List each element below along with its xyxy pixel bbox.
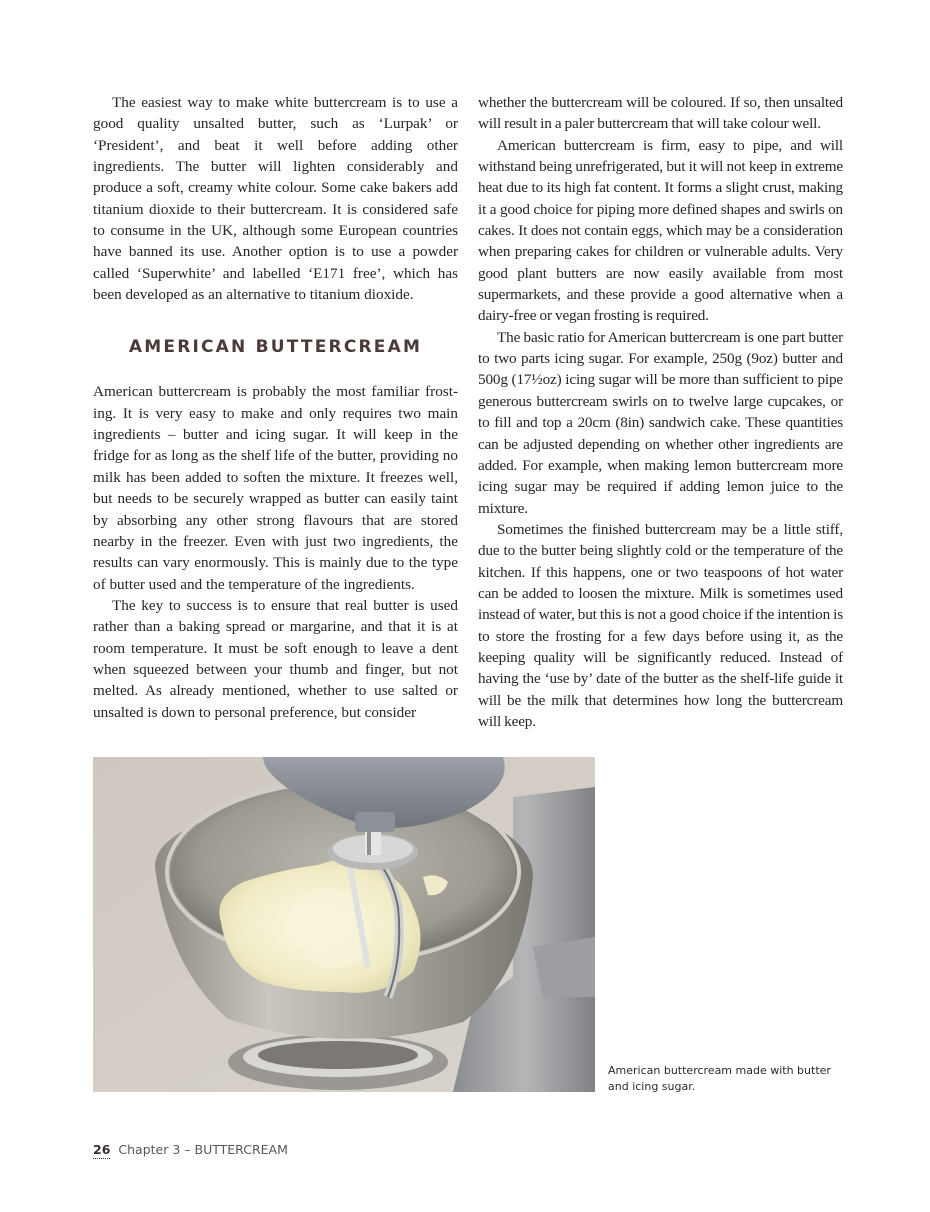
page-number: 26 xyxy=(93,1142,111,1157)
figure-caption: American buttercream made with butter and icing sugar. xyxy=(608,1064,831,1093)
intro-paragraph: The easiest way to make white buttercream is to use a good quality unsalted butter, such as ‘Lurpak’ or ‘President’, and beat it well before adding other ingredients. The butter will lighten considerably and produce a soft, creamy white colour. Some cake bakers add titanium dioxide to their buttercream. It is considered safe to consume in the UK, although some European countries have banned its use. Another option is to use a powder called ‘Superwhite’ and labelled ‘E171 free’, which has been developed as an alternative to titanium dioxide. xyxy=(93,94,458,304)
mixer-bowl-illustration xyxy=(93,757,595,1092)
right-column xyxy=(478,92,843,732)
body-paragraph: The basic ratio for American buttercream is one part butter to two parts icing sugar. For example, 250g (9oz) butter and 500g (17½oz) icing sugar will be more than sufficient to pipe generous buttercream swirls on to twelve large cupcakes, or to fill and top a 20cm (8in) sandwich cake. These quantities can be adjusted depending on whether other ingredients are added. For example, when making lemon buttercream more icing sugar may be required if adding lemon juice to the mixture. xyxy=(478,328,843,517)
continuation-paragraph: whether the buttercream will be coloured. If so, then unsalted will result in a paler buttercream that will take colour well. xyxy=(478,94,843,133)
body-paragraph: Sometimes the finished buttercream may be a little stiff, due to the butter being slightly cold or the temperature of the kitchen. If this happens, one or two teaspoons of hot water can be added to loosen the mixture. Milk is sometimes used instead of water, but this is not a good choice if the intention is to store the frosting for a few days before using it, as the keeping quality will be significantly reduced. Instead of having the ‘use by’ date of the butter as the shelf-life guide it will be the milk that determines how long the buttercream will keep. xyxy=(478,520,843,730)
page-footer xyxy=(93,1142,288,1157)
buttercream-photo xyxy=(93,757,595,1092)
body-paragraph: American buttercream is probably the most familiar frosting. It is very easy to make and only requires two main ingredients – butter and icing sugar. It will keep in the fridge for as long as the shelf life of the butter, providing no milk has been added to soften the mixture. It freezes well, but needs to be securely wrapped as butter can easily taint by absorbing any other strong flavours that are stored nearby in the freezer. Even with just two ingredients, the results can vary enormously. This is mainly due to the type of butter used and the temperature of the ingredients. xyxy=(93,383,458,593)
left-column xyxy=(93,92,458,723)
section-heading: AMERICAN BUTTERCREAM xyxy=(128,337,423,358)
running-head: Chapter 3 – BUTTERCREAM xyxy=(118,1142,288,1157)
body-paragraph: American buttercream is firm, easy to pipe, and will withstand being unrefrigerated, but it will not keep in extreme heat due to its high fat content. It forms a slight crust, making it a good choice for piping more defined shapes and swirls on cakes. It does not contain eggs, which may be a consideration when preparing cakes for children or vulnerable adults. Very good plant butters are now easily available from most supermarkets, and these provide a good alternative when a dairy-free or vegan frosting is required. xyxy=(478,136,843,325)
body-paragraph: The key to success is to ensure that real butter is used rather than a baking spread or margarine, and that it is at room temperature. It must be soft enough to leave a dent when squeezed between your thumb and finger, but not melted. As already mentioned, whether to use salted or unsalted is down to personal preference, but consider xyxy=(93,596,458,721)
